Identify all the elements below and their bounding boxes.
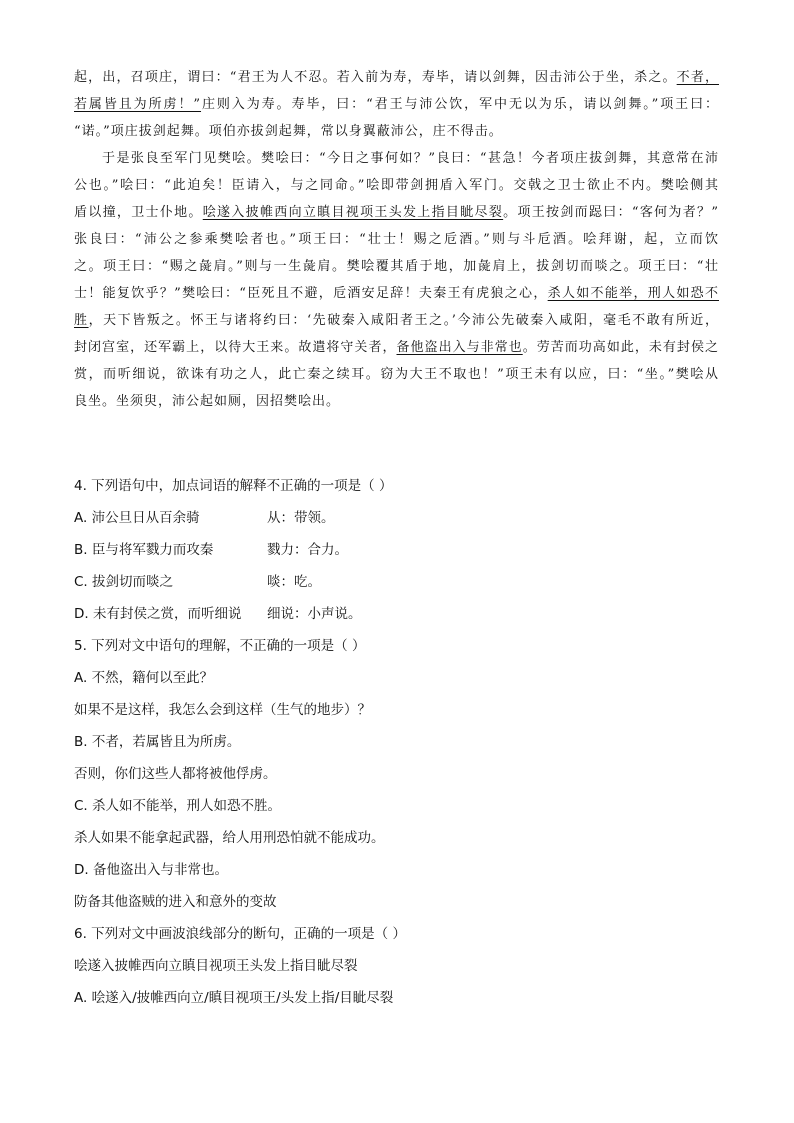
passage-line — [74, 91, 719, 118]
option-text: B. 臣与将军戮力而攻秦 — [74, 542, 214, 558]
passage-line — [74, 388, 719, 415]
passage-line — [74, 253, 719, 280]
passage-text: 。项王按剑而跽曰：“客何为者？” — [503, 205, 719, 220]
passage-line — [74, 64, 719, 91]
passage-text: 赏，而听细说，欲诛有功之人，此亡秦之续耳。窃为大王不取也！”项王未有以应，曰：“坐。”樊哙从 — [74, 367, 719, 382]
passage-text: 。劳苦而功高如此，未有封侯之 — [522, 340, 719, 355]
question-6-option-a: A. 哙遂入/披帷西向立/瞋目视项王/头发上指/目眦尽裂 — [74, 990, 394, 1006]
passage-text: 张良曰：“沛公之参乘樊哙者也。”项王曰：“壮士！赐之卮酒。”则与斗卮酒。哙拜谢，起，立而饮 — [74, 232, 719, 247]
passage-text: 公也。”哙曰：“此迫矣！臣请入，与之同命。”哙即带剑拥盾入军门。交戟之卫士欲止不内。樊哙侧其 — [74, 178, 719, 193]
question-5-item: D. 备他盗出入与非常也。 — [74, 862, 228, 878]
option-text: C. 拔剑切而啖之 — [74, 574, 174, 590]
classical-chinese-passage — [74, 64, 719, 415]
passage-text: 士！能复饮乎？”樊哙曰：“臣死且不避，卮酒安足辞！夫秦王有虎狼之心， — [74, 286, 548, 301]
passage-line — [74, 118, 719, 145]
question-4-option-a — [74, 502, 719, 534]
passage-text: ，天下皆叛之。怀王与诸将约曰：‘先破秦入咸阳者王之。’今沛公先破秦入咸阳，毫毛不敢有所近， — [88, 313, 719, 328]
option-text: D. 未有封侯之赏，而听细说 — [74, 606, 242, 622]
question-6-sentence: 哙遂入披帷西向立瞋目视项王头发上指目眦尽裂 — [74, 958, 358, 974]
question-5-stem: 5. 下列对文中语句的理解，不正确的一项是（ ） — [74, 638, 366, 654]
passage-text: 起，出，召项庄，谓曰：“君王为人不忍。若入前为寿，寿毕，请以剑舞，因击沛公于坐，杀之。 — [74, 70, 677, 85]
question-4-option-b — [74, 534, 719, 566]
underlined-phrase: 不者， — [676, 70, 719, 85]
underlined-phrase: 杀人如不能举，刑人如恐不 — [547, 286, 719, 301]
question-5-item: 否则，你们这些人都将被他俘虏。 — [74, 766, 277, 782]
passage-line — [74, 172, 719, 199]
option-definition: 戮力：合力。 — [267, 542, 348, 558]
question-4-option-d — [74, 598, 719, 630]
question-5-item: 如果不是这样，我怎么会到这样（生气的地步）？ — [74, 702, 371, 718]
passage-text: 盾以撞，卫士仆地。 — [74, 205, 203, 220]
question-5-item: 防备其他盗贼的进入和意外的变故 — [74, 894, 277, 910]
question-5-item: 杀人如果不能拿起武器，给人用刑恐怕就不能成功。 — [74, 830, 385, 846]
questions-section — [74, 470, 719, 1014]
passage-text: “诺。”项庄拔剑起舞。项伯亦拔剑起舞，常以身翼蔽沛公，庄不得击。 — [74, 124, 503, 139]
passage-line — [74, 145, 719, 172]
passage-text: 庄则入为寿。寿毕，曰：“君王与沛公饮，军中无以为乐，请以剑舞。”项王曰： — [201, 97, 719, 112]
question-5-item: B. 不者，若属皆且为所虏。 — [74, 734, 241, 750]
passage-line — [74, 361, 719, 388]
option-definition: 从：带领。 — [267, 510, 335, 526]
passage-text: 良坐。坐须臾，沛公起如厕，因招樊哙出。 — [74, 394, 341, 409]
passage-line — [74, 334, 719, 361]
question-4-option-c — [74, 566, 719, 598]
passage-line — [74, 226, 719, 253]
question-6-stem: 6. 下列对文中画波浪线部分的断句，正确的一项是（ ） — [74, 926, 406, 942]
passage-line — [74, 199, 719, 226]
question-5-item: C. 杀人如不能举，刑人如恐不胜。 — [74, 798, 282, 814]
underlined-phrase: 胜 — [74, 313, 89, 328]
question-5-item: A. 不然，籍何以至此？ — [74, 670, 214, 686]
option-text: A. 沛公旦日从百余骑 — [74, 510, 200, 526]
underlined-phrase: 若属皆且为所虏！” — [74, 97, 202, 112]
passage-text: 于是张良至军门见樊哙。樊哙曰：“今日之事何如？”良曰：“甚急！今者项庄拔剑舞，其意常在沛 — [102, 151, 719, 166]
underlined-phrase: 备他盗出入与非常也 — [396, 340, 523, 355]
underlined-phrase: 哙遂入披帷西向立瞋目视项王头发上指目眦尽裂 — [202, 205, 504, 220]
question-4-stem: 4. 下列语句中，加点词语的解释不正确的一项是（ ） — [74, 478, 393, 494]
passage-line — [74, 307, 719, 334]
passage-line — [74, 280, 719, 307]
option-definition: 啖：吃。 — [267, 574, 321, 590]
passage-text: 之。项王曰：“赐之彘肩。”则与一生彘肩。樊哙覆其盾于地，加彘肩上，拔剑切而啖之。项王曰：“壮 — [74, 259, 719, 274]
option-definition: 细说：小声说。 — [267, 606, 362, 622]
passage-text: 封闭宫室，还军霸上，以待大王来。故遣将守关者， — [74, 340, 397, 355]
